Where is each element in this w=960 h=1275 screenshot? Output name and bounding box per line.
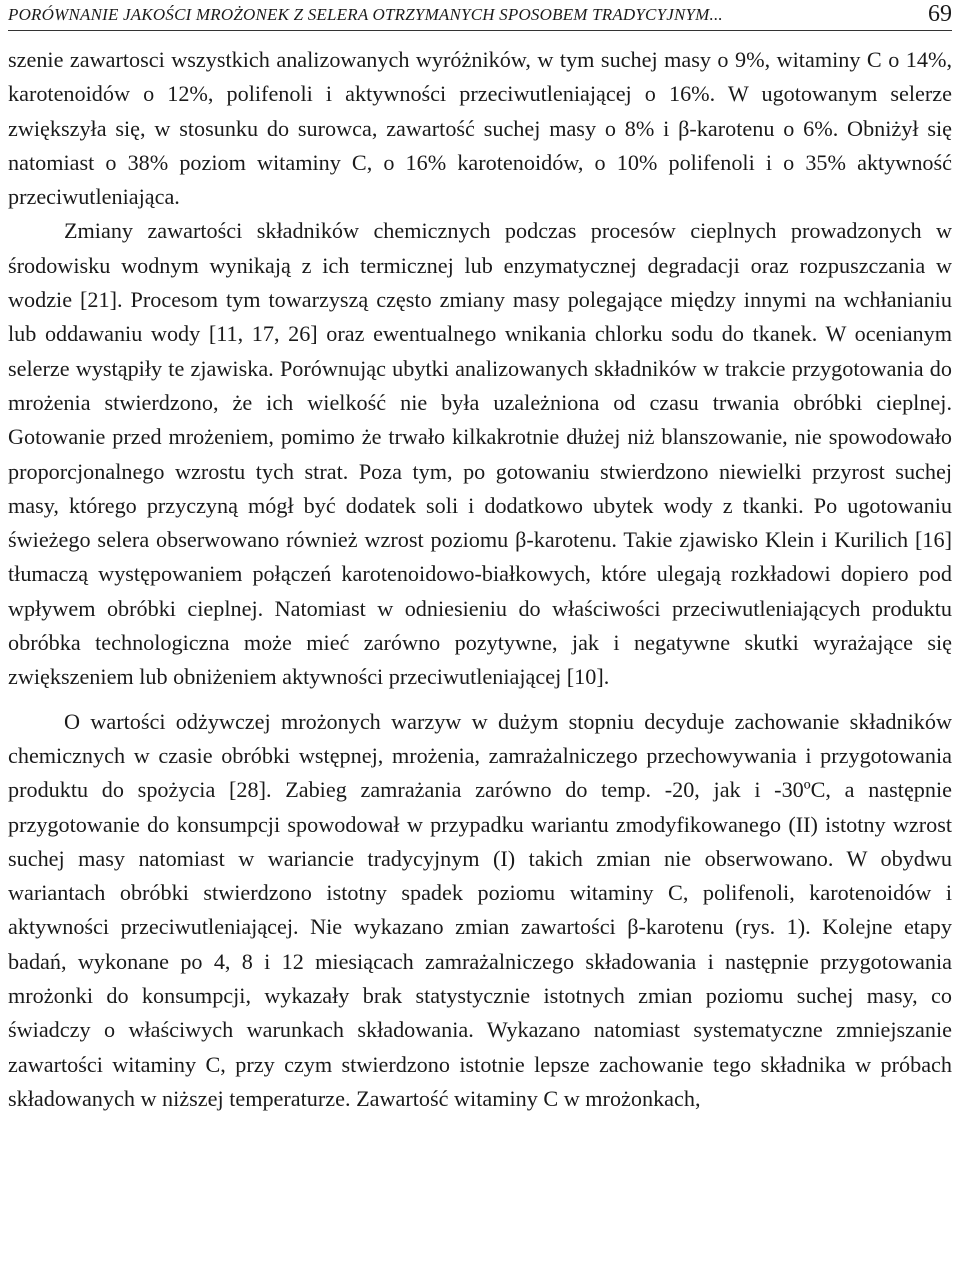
- running-header: [8, 0, 952, 31]
- paragraph-continuation: szenie zawartosci wszystkich analizowanych wyróżników, w tym suchej masy o 9%, witaminy C o 14%, karotenoidów o 12%, polifenoli i aktywności przeciwutleniającej o 16%. W ugotowanym selerze zwiększyła się, w stosunku do surowca, zawartość suchej masy o 8% i β-karotenu o 6%. Obniżył się natomiast o 38% poziom witaminy C, o 16% karotenoidów, o 10% polifenoli i o 35% aktywność przeciwutleniająca.: [8, 47, 952, 210]
- page-number: 69: [928, 1, 952, 27]
- paragraph-chemical-changes: Zmiany zawartości składników chemicznych podczas procesów cieplnych prowadzonych w środowisku wodnym wynikają z ich termicznej lub enzymatycznej degradacji oraz rozpuszczania w wodzie [21]. Procesom tym towarzyszą często zmiany masy polegające między innymi na wchłanianiu lub oddawaniu wody [11, 17, 26] oraz ewentualnego wnikania chlorku sodu do tkanek. W ocenianym selerze wystąpiły te zjawiska. Porównując ubytki analizowanych składników w trakcie przygotowania do mrożenia stwierdzono, że ich wielkość nie była uzależniona od czasu trwania obróbki cieplnej. Gotowanie przed mrożeniem, pomimo że trwało kilkakrotnie dłużej niż blanszowanie, nie spowodowało proporcjonalnego wzrostu tych strat. Poza tym, po gotowaniu stwierdzono niewielki przyrost suchej masy, którego przyczyną mógł być dodatek soli i dodatkowo ubytek wody z tkanki. Po ugotowaniu świeżego selera obserwowano również wzrost poziomu β-karotenu. Takie zjawisko Klein i Kurilich [16] tłumaczą występowaniem połączeń karotenoidowo-białkowych, które ulegają rozkładowi dopiero pod wpływem obróbki cieplnej. Natomiast w odniesieniu do właściwości przeciwutleniających produktu obróbka technologiczna może mieć zarówno pozytywne, jak i negatywne skutki wyrażające się zwiększeniem lub obniżeniem aktywności przeciwutleniającej [10].: [8, 218, 952, 690]
- running-header-title: PORÓWNANIE JAKOŚCI MROŻONEK Z SELERA OTRZYMANYCH SPOSOBEM TRADYCYJNYM...: [8, 5, 723, 24]
- paragraph-nutritional-value: O wartości odżywczej mrożonych warzyw w dużym stopniu decyduje zachowanie składników chemicznych w czasie obróbki wstępnej, mrożenia, zamrażalniczego przechowywania i przygotowania produktu do spożycia [28]. Zabieg zamrażania zarówno do temp. -20, jak i -30ºC, a następnie przygotowanie do konsumpcji spowodował w przypadku wariantu zmodyfikowanego (II) istotny wzrost suchej masy natomiast w wariancie tradycyjnym (I) takich zmian nie obserwowano. W obydwu wariantach obróbki stwierdzono istotny spadek poziomu witaminy C, polifenoli, karotenoidów i aktywności przeciwutleniającej. Nie wykazano zmian zawartości β-karotenu (rys. 1). Kolejne etapy badań, wykonane po 4, 8 i 12 miesiącach zamrażalniczego składowania i następnie przygotowania mrożonki do konsumpcji, wykazały brak statystycznie istotnych zmian poziomu suchej masy, co świadczy o właściwych warunkach składowania. Wykazano natomiast systematyczne zmniejszanie zawartości witaminy C, przy czym stwierdzono istotnie lepsze zachowanie tego składnika w próbach składowanych w niższej temperaturze. Zawartość witaminy C w mrożonkach,: [8, 708, 952, 1111]
- document-page: [8, 0, 952, 1116]
- body-text: [8, 43, 952, 1116]
